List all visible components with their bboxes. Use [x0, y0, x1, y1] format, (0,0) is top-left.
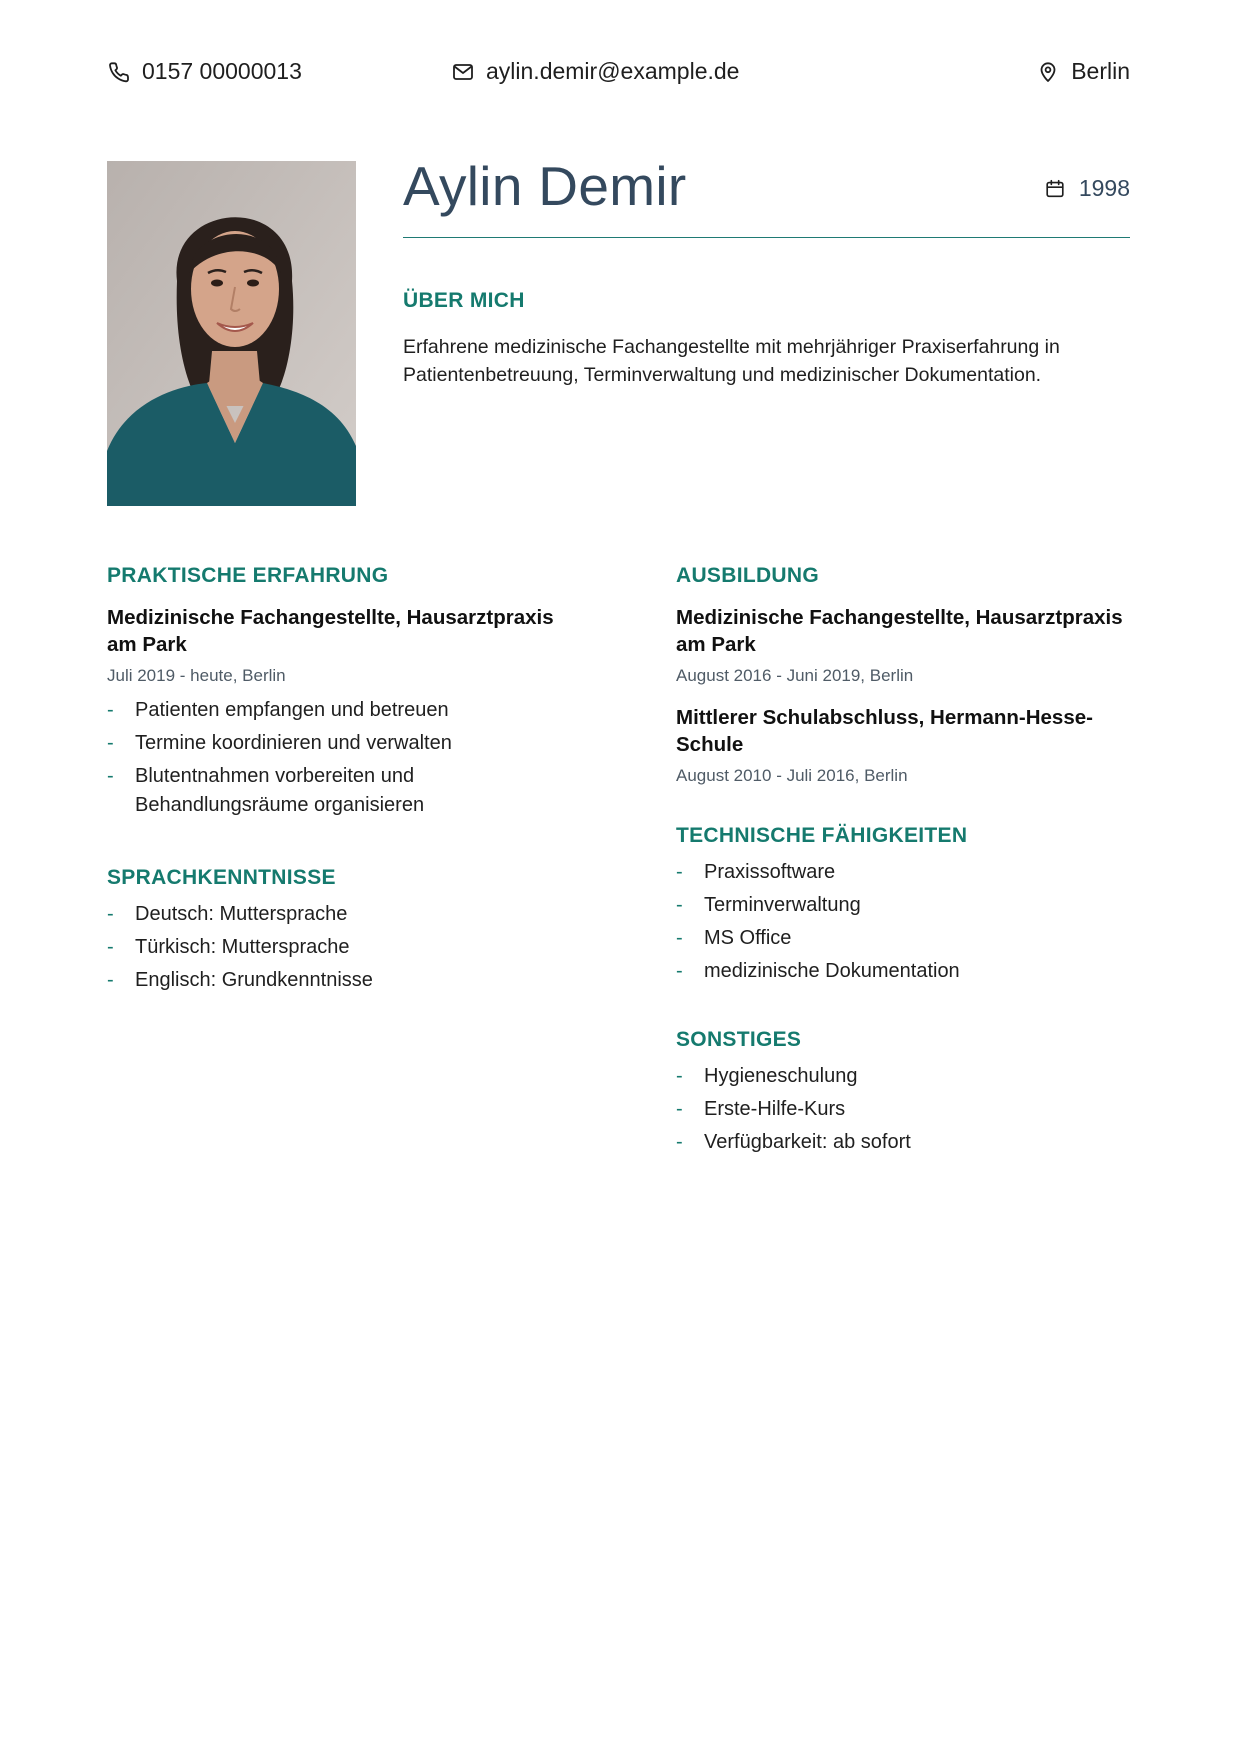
- header-divider: [403, 237, 1130, 238]
- dash-marker: -: [676, 927, 683, 949]
- dash-marker: -: [107, 936, 114, 958]
- dash-marker: -: [676, 1065, 683, 1087]
- list-item: - Terminverwaltung: [676, 891, 1136, 920]
- list-item: - Englisch: Grundkenntnisse: [107, 966, 587, 995]
- list-item: - Termine koordinieren und verwalten: [107, 729, 587, 758]
- education-entry-title: Mittlerer Schulabschluss, Hermann-Hesse-Schule: [676, 706, 1093, 756]
- list-item: - Deutsch: Muttersprache: [107, 900, 587, 929]
- contact-location: [1036, 58, 1130, 85]
- list-item: - Erste-Hilfe-Kurs: [676, 1095, 1136, 1124]
- profile-photo: [107, 161, 356, 506]
- dash-marker: -: [676, 861, 683, 883]
- languages-section: [107, 866, 587, 995]
- dash-marker: -: [107, 765, 114, 787]
- dash-marker: -: [107, 732, 114, 754]
- experience-bullets: [107, 696, 587, 820]
- dash-marker: -: [676, 1098, 683, 1120]
- education-heading: AUSBILDUNG: [676, 564, 819, 587]
- languages-list: [107, 900, 587, 995]
- education-entry-meta: August 2016 - Juni 2019, Berlin: [676, 666, 914, 685]
- experience-entry-meta: Juli 2019 - heute, Berlin: [107, 666, 286, 685]
- right-column: [676, 564, 1136, 1161]
- phone-icon: [107, 60, 131, 84]
- experience-section: [107, 564, 587, 820]
- education-entry-meta: August 2010 - Juli 2016, Berlin: [676, 766, 908, 785]
- dash-marker: -: [107, 969, 114, 991]
- about-text: Erfahrene medizinische Fachangestellte mit mehrjähriger Praxiserfahrung in Patientenbetreuung, Terminverwaltung und medizinischer Dokumentation.: [403, 336, 1060, 386]
- education-entry-title: Medizinische Fachangestellte, Hausarztpraxis am Park: [676, 606, 1123, 656]
- list-item: - Blutentnahmen vorbereiten und Behandlungsräume organisieren: [107, 762, 587, 820]
- phone-number: 0157 00000013: [142, 58, 302, 84]
- dash-marker: -: [107, 699, 114, 721]
- contact-email: [451, 58, 739, 85]
- person-name: Aylin Demir: [403, 155, 687, 217]
- dash-marker: -: [676, 960, 683, 982]
- birth-year-text: 1998: [1078, 175, 1130, 201]
- contact-phone: [107, 58, 302, 85]
- location-pin-icon: [1036, 60, 1060, 84]
- dash-marker: -: [107, 903, 114, 925]
- skills-heading: TECHNISCHE FÄHIGKEITEN: [676, 824, 968, 847]
- experience-heading: PRAKTISCHE ERFAHRUNG: [107, 564, 389, 587]
- list-item: - Hygieneschulung: [676, 1062, 1136, 1091]
- misc-heading: SONSTIGES: [676, 1028, 802, 1051]
- list-item: - MS Office: [676, 924, 1136, 953]
- misc-section: [676, 1028, 1136, 1157]
- dash-marker: -: [676, 894, 683, 916]
- education-section: [676, 564, 1136, 786]
- list-item: - Türkisch: Muttersprache: [107, 933, 587, 962]
- list-item: - medizinische Dokumentation: [676, 957, 1136, 986]
- list-item: - Verfügbarkeit: ab sofort: [676, 1128, 1136, 1157]
- birth-year: [1044, 175, 1130, 202]
- email-address: aylin.demir@example.de: [486, 58, 740, 84]
- calendar-icon: [1044, 178, 1066, 200]
- languages-heading: SPRACHKENNTNISSE: [107, 866, 336, 889]
- skills-list: [676, 858, 1136, 986]
- misc-list: [676, 1062, 1136, 1157]
- dash-marker: -: [676, 1131, 683, 1153]
- mail-icon: [451, 60, 475, 84]
- left-column: [107, 564, 587, 999]
- list-item: - Patienten empfangen und betreuen: [107, 696, 587, 725]
- experience-entry-title: Medizinische Fachangestellte, Hausarztpraxis am Park: [107, 606, 554, 656]
- about-section: [403, 289, 1130, 389]
- skills-section: [676, 824, 1136, 986]
- location-text: Berlin: [1071, 58, 1130, 84]
- list-item: - Praxissoftware: [676, 858, 1136, 887]
- about-heading: ÜBER MICH: [403, 289, 525, 312]
